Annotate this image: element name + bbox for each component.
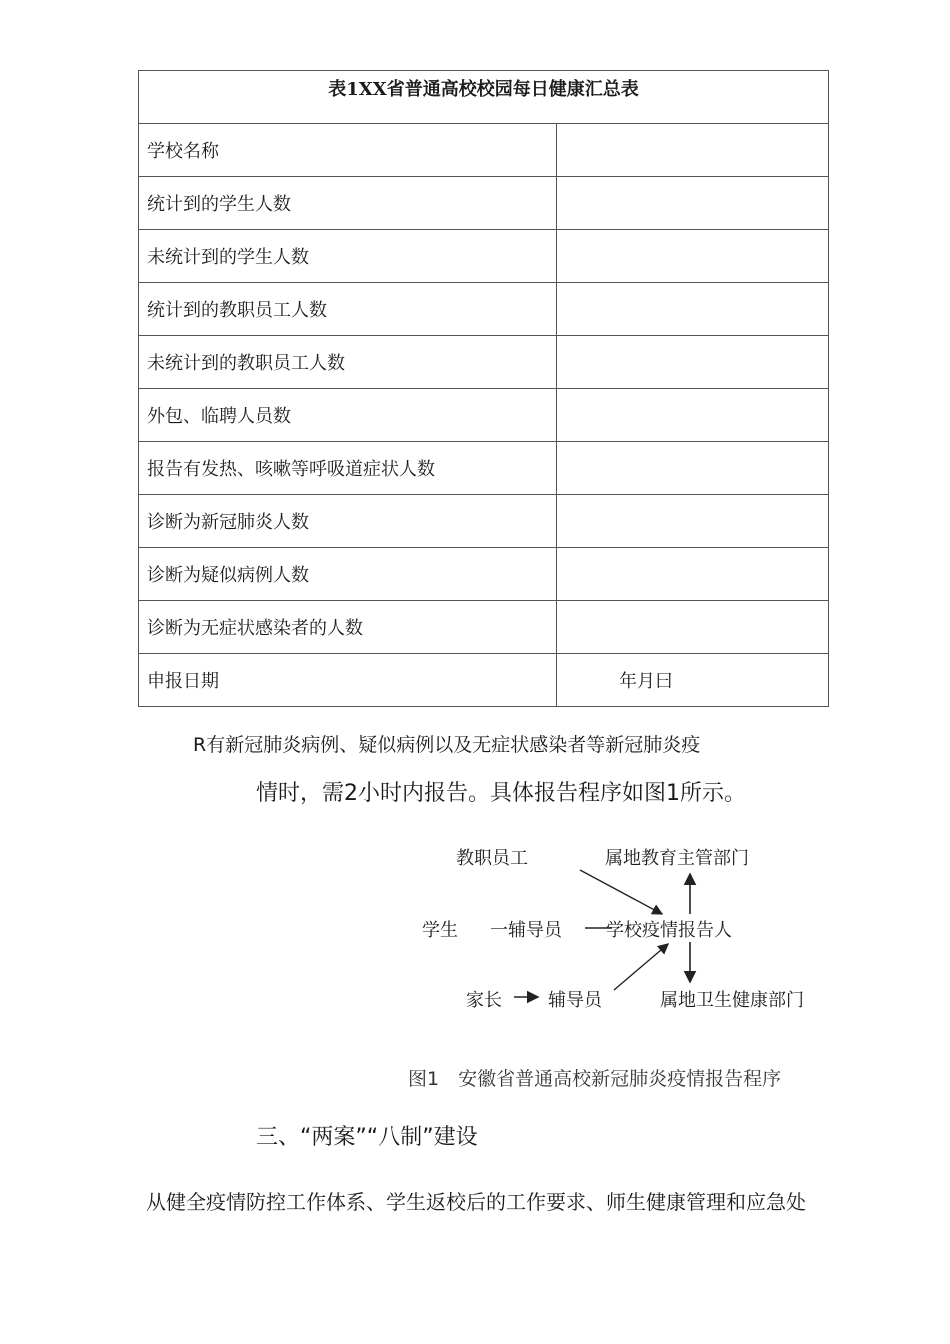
row-value bbox=[557, 389, 829, 442]
node-counselor-top: 一辅导员 bbox=[490, 920, 562, 941]
row-label: 诊断为无症状感染者的人数 bbox=[139, 601, 557, 654]
row-value bbox=[557, 601, 829, 654]
staff-arrow bbox=[580, 870, 662, 914]
row-label: 未统计到的教职员工人数 bbox=[139, 336, 557, 389]
table-row bbox=[139, 336, 829, 389]
row-value bbox=[557, 442, 829, 495]
node-student: 学生 bbox=[422, 920, 458, 941]
row-label: 诊断为疑似病例人数 bbox=[139, 548, 557, 601]
table-row bbox=[139, 548, 829, 601]
counselor-bottom-arrow bbox=[614, 944, 668, 990]
table-row bbox=[139, 601, 829, 654]
node-counselor-bottom: 辅导员 bbox=[548, 990, 602, 1011]
row-value bbox=[557, 230, 829, 283]
figure-caption: 图1 安徽省普通高校新冠肺炎疫情报告程序 bbox=[408, 1068, 782, 1090]
row-value bbox=[557, 336, 829, 389]
table-row bbox=[139, 177, 829, 230]
row-label: 外包、临聘人员数 bbox=[139, 389, 557, 442]
row-label: 申报日期 bbox=[139, 654, 557, 707]
node-parent: 家长 bbox=[466, 990, 502, 1011]
section-heading: 三、“两案”“八制”建设 bbox=[256, 1125, 478, 1150]
body-paragraph: 从健全疫情防控工作体系、学生返校后的工作要求、师生健康管理和应急处 bbox=[146, 1190, 806, 1214]
table-row bbox=[139, 442, 829, 495]
row-value bbox=[557, 283, 829, 336]
report-flowchart bbox=[400, 830, 840, 1020]
table-title: 表1XX省普通高校校园每日健康汇总表 bbox=[139, 71, 829, 124]
node-health-dept: 属地卫生健康部门 bbox=[660, 990, 804, 1011]
table-row bbox=[139, 124, 829, 177]
row-value bbox=[557, 548, 829, 601]
row-value bbox=[557, 177, 829, 230]
report-note-line1: R有新冠肺炎病例、疑似病例以及无症状感染者等新冠肺炎疫 bbox=[193, 734, 701, 756]
row-label: 学校名称 bbox=[139, 124, 557, 177]
row-label: 诊断为新冠肺炎人数 bbox=[139, 495, 557, 548]
table-row bbox=[139, 283, 829, 336]
report-note-line2: 情时，需2小时内报告。具体报告程序如图1所示。 bbox=[256, 781, 746, 806]
health-summary-table bbox=[138, 70, 829, 707]
table-row bbox=[139, 654, 829, 707]
table-title-row bbox=[139, 71, 829, 124]
node-reporter: 学校疫情报告人 bbox=[606, 920, 732, 941]
node-education-dept: 属地教育主管部门 bbox=[605, 848, 749, 869]
row-value bbox=[557, 124, 829, 177]
table-row bbox=[139, 389, 829, 442]
row-label: 统计到的学生人数 bbox=[139, 177, 557, 230]
date-value: 年月曰 bbox=[557, 654, 829, 707]
row-label: 报告有发热、咳嗽等呼吸道症状人数 bbox=[139, 442, 557, 495]
row-value bbox=[557, 495, 829, 548]
table-row bbox=[139, 230, 829, 283]
table-row bbox=[139, 495, 829, 548]
row-label: 未统计到的学生人数 bbox=[139, 230, 557, 283]
row-label: 统计到的教职员工人数 bbox=[139, 283, 557, 336]
node-staff: 教职员工 bbox=[456, 848, 528, 869]
